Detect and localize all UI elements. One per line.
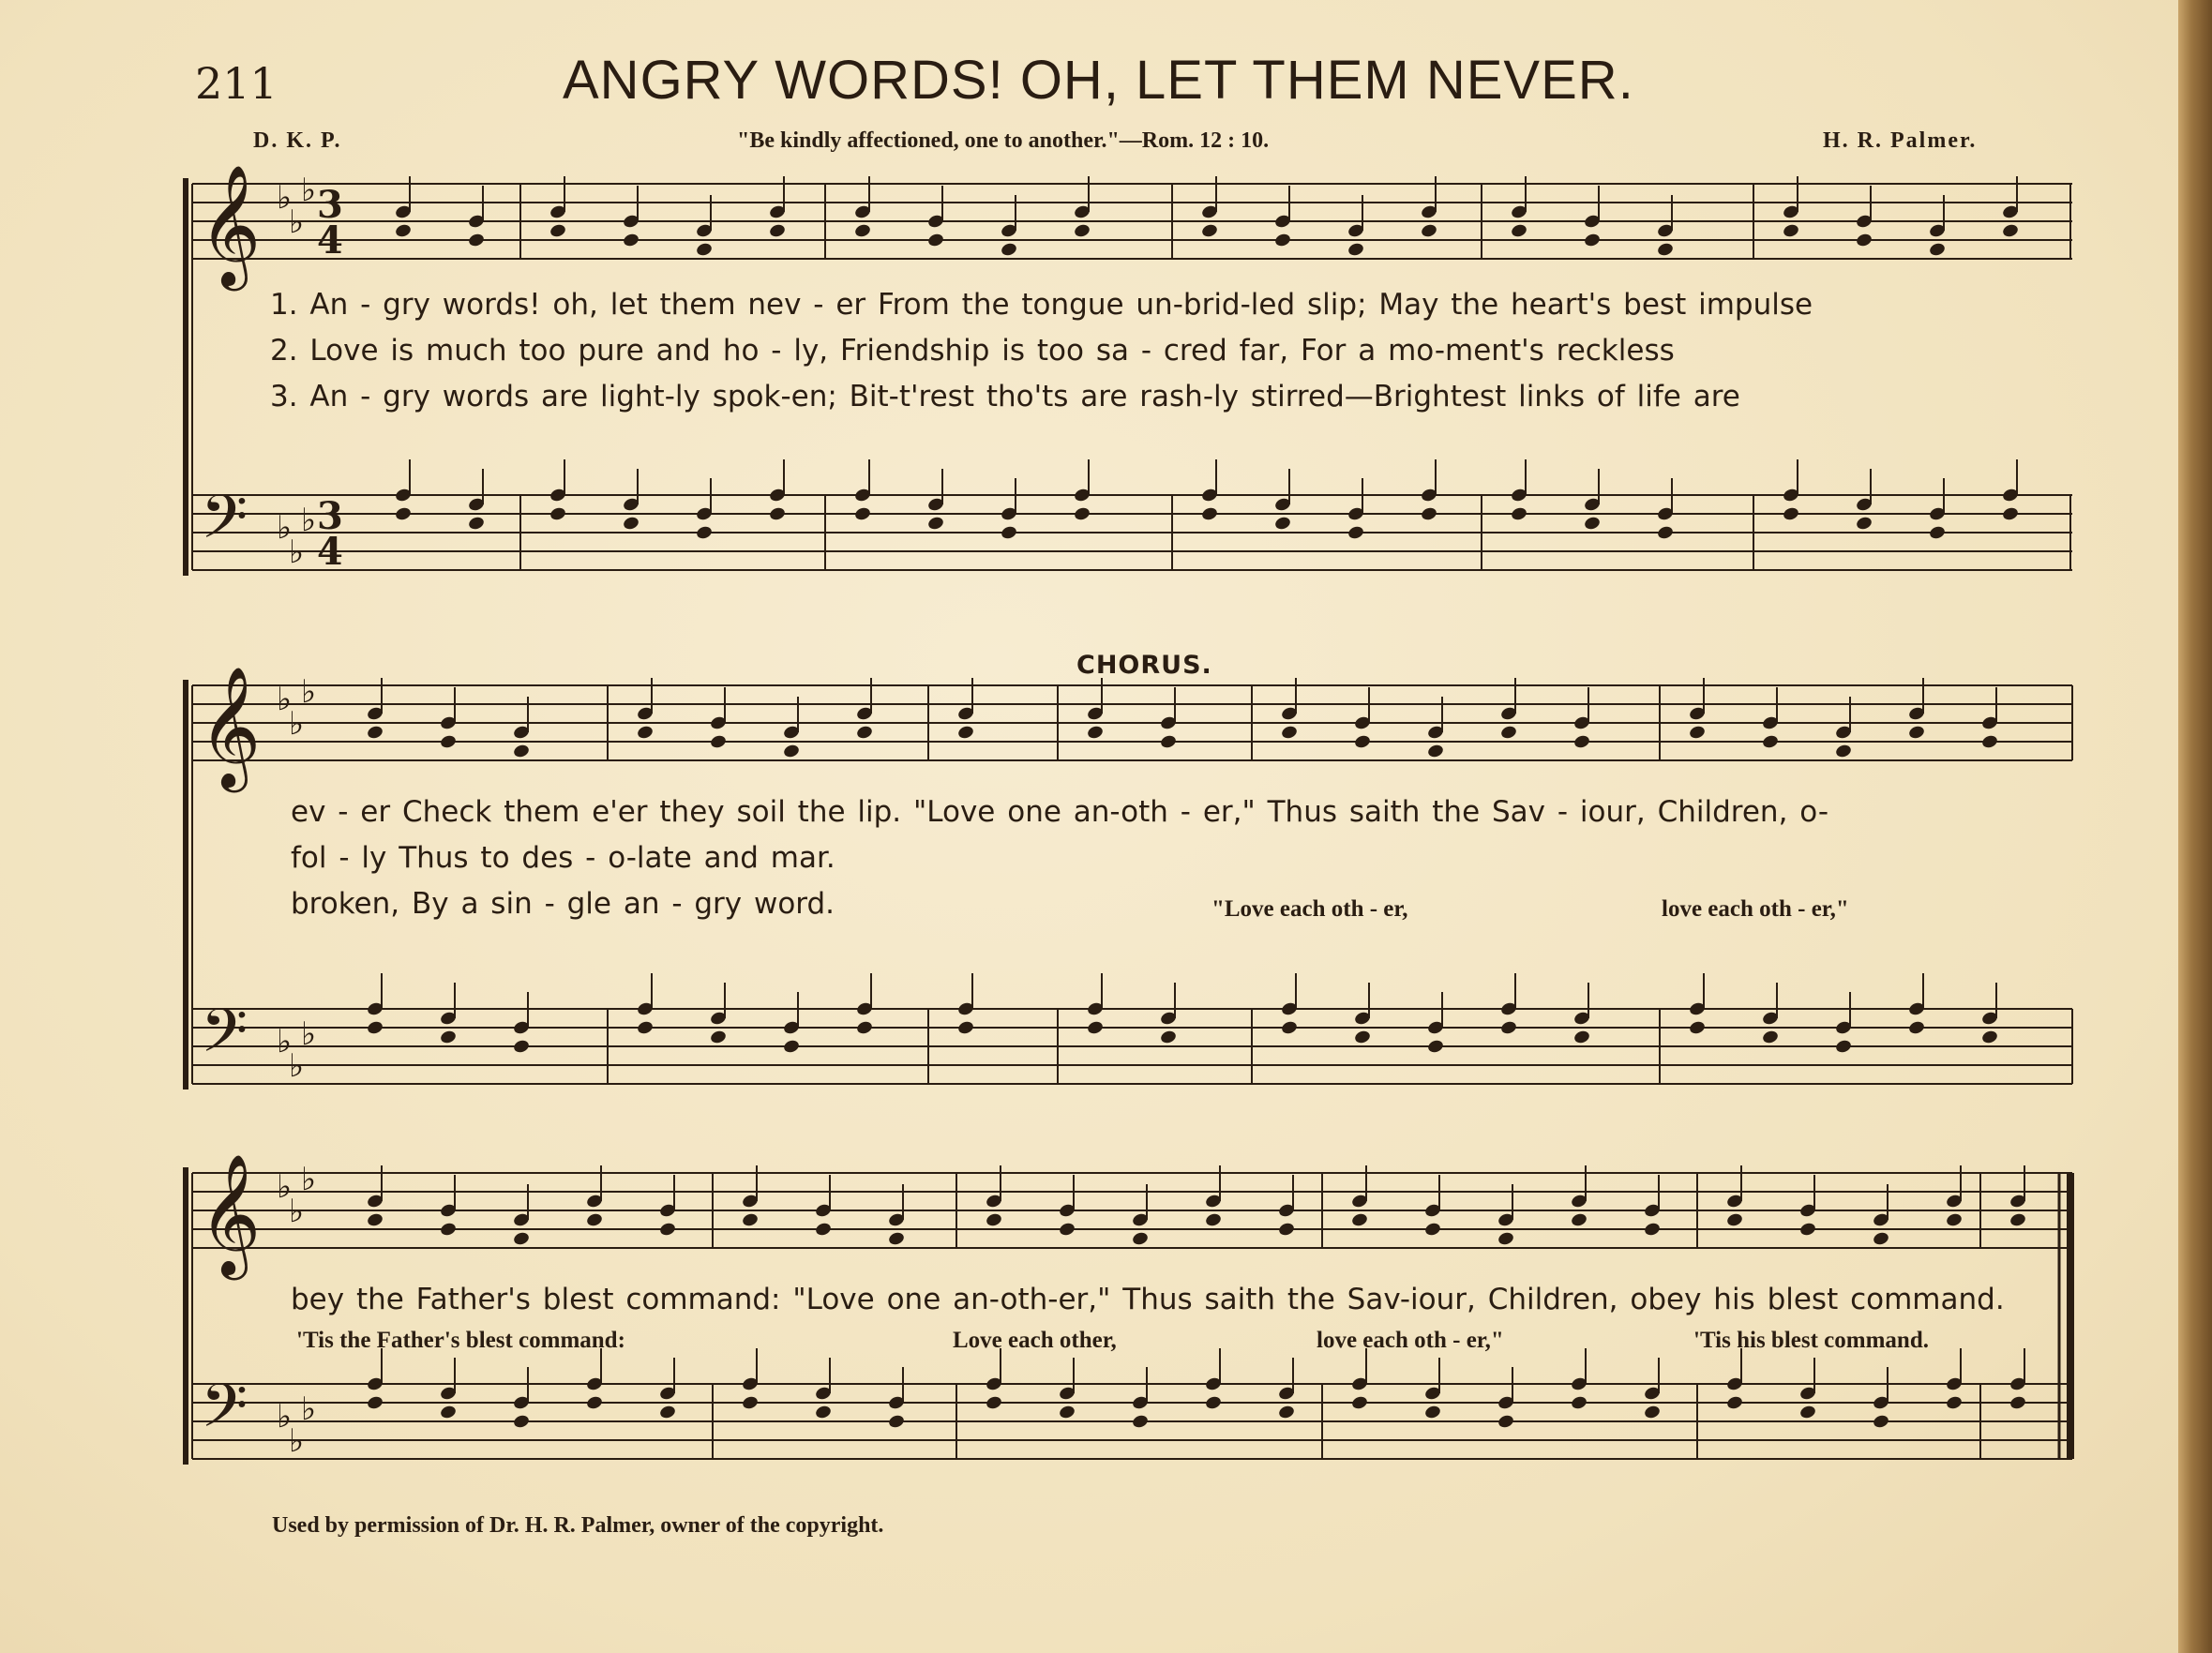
system1-treble-clef: 𝄞 (199, 164, 262, 286)
system1-bass-notehead (1420, 506, 1437, 522)
system1-treble-notehead (1656, 242, 1674, 258)
system3-key-signature: ♭ (289, 1422, 305, 1460)
copyright-notice: Used by permission of Dr. H. R. Palmer, owner of the copyright. (272, 1513, 884, 1538)
system3-bass-notehead (1872, 1414, 1889, 1430)
system1-verse1-lyric: 1. An - gry words! oh, let them nev - er From the tongue un-brid-led slip; May the heart's best impulse (270, 288, 1813, 322)
system2-treble-notehead (1688, 725, 1706, 741)
system2-bass-notehead (1572, 1029, 1590, 1045)
system2-verse2-lyric: fol - ly Thus to des - o-late and mar. (291, 841, 835, 875)
lyricist: D. K. P. (253, 128, 342, 153)
system1-treble-notehead (1073, 223, 1091, 239)
system1-treble-notehead (467, 233, 485, 248)
tenor-cue-4: Love each other, (953, 1328, 1117, 1353)
tenor-cue-5: love each oth - er," (1317, 1328, 1504, 1353)
system1-treble-notehead (1510, 223, 1527, 239)
system3-bass-notehead (1497, 1414, 1514, 1430)
system2-treble-notehead (366, 725, 384, 741)
system1-bass-notehead (1583, 516, 1601, 532)
system3-bass-notehead (1945, 1395, 1963, 1411)
system1-bass-notehead (1000, 525, 1017, 541)
system2-treble-notehead (1572, 734, 1590, 750)
system1-bass-notehead (1510, 506, 1527, 522)
system2-bass-notehead (366, 1020, 384, 1036)
system1-bass-notehead (1855, 516, 1873, 532)
system3-bass-notehead (1277, 1405, 1295, 1420)
system3-key-signature: ♭ (277, 1398, 293, 1435)
system2-bass-notehead (709, 1029, 727, 1045)
hymn-title: ANGRY WORDS! OH, LET THEM NEVER. (563, 50, 1634, 111)
system3-treble-notehead (1058, 1222, 1076, 1238)
system2-verse1-lyric: ev - er Check them e'er they soil the lip. "Love one an-oth - er," Thus saith the Sav - iour, Children, o- (291, 795, 1829, 829)
tenor-cue-1: "Love each oth - er, (1211, 896, 1408, 922)
system1-bass-notehead (1928, 525, 1946, 541)
system2-treble-notehead (1086, 725, 1104, 741)
system1-treble-notehead (1000, 242, 1017, 258)
system3-treble-notehead (1277, 1222, 1295, 1238)
system3-treble-notehead (1643, 1222, 1661, 1238)
system3-treble-notehead (1350, 1212, 1368, 1228)
system3-treble-clef: 𝄞 (199, 1153, 262, 1275)
system3-bass-notehead (658, 1405, 676, 1420)
system2-key-signature: ♭ (301, 1015, 317, 1053)
system3-key-signature: ♭ (277, 1168, 293, 1206)
system3-key-signature: ♭ (289, 1193, 305, 1230)
system2-treble-notehead (709, 734, 727, 750)
system3-treble-notehead (512, 1231, 530, 1247)
system2-bass-notehead (1426, 1039, 1444, 1055)
system2-bass-notehead (782, 1039, 800, 1055)
system1-time-signature: 3 (317, 494, 343, 538)
system1-key-signature: ♭ (289, 533, 305, 571)
system1-treble-notehead (394, 223, 412, 239)
system3-bass-notehead (1423, 1405, 1441, 1420)
system3-bass-notehead (887, 1414, 905, 1430)
system3-bass-notehead (985, 1395, 1002, 1411)
page-number: 211 (195, 58, 278, 109)
system3-bass-notehead (1350, 1395, 1368, 1411)
system2-bass-notehead (956, 1020, 974, 1036)
system2-treble-notehead (1907, 725, 1925, 741)
system1-treble-notehead (1420, 223, 1437, 239)
system2-bass-notehead (1761, 1029, 1779, 1045)
system1-bass-notehead (1273, 516, 1291, 532)
system1-key-signature: ♭ (277, 509, 293, 547)
system1-treble-notehead (1928, 242, 1946, 258)
system3-treble-notehead (741, 1212, 759, 1228)
system3-bass-notehead (1058, 1405, 1076, 1420)
system2-bass-clef: 𝄢 (201, 997, 248, 1081)
system1-treble-notehead (1200, 223, 1218, 239)
system1-bass-notehead (394, 506, 412, 522)
system2-key-signature: ♭ (289, 705, 305, 743)
system2-treble-notehead (1280, 725, 1298, 741)
system3-treble-notehead (1798, 1222, 1816, 1238)
system1-treble-notehead (1782, 223, 1799, 239)
system1-bass-notehead (853, 506, 871, 522)
system3-lyric: bey the Father's blest command: "Love one an-oth-er," Thus saith the Sav-iour, Children, obey his blest command. (291, 1283, 2005, 1316)
system3-treble-notehead (814, 1222, 832, 1238)
system1-bass-notehead (1656, 525, 1674, 541)
system1-treble-notehead (695, 242, 713, 258)
system3-treble-notehead (1945, 1212, 1963, 1228)
system2-treble-notehead (1761, 734, 1779, 750)
system3-treble-notehead (1570, 1212, 1588, 1228)
system3-bass-notehead (1570, 1395, 1588, 1411)
system2-treble-notehead (956, 725, 974, 741)
system1-time-signature: 4 (317, 530, 343, 574)
system2-bass-notehead (1688, 1020, 1706, 1036)
system2-treble-notehead (1834, 744, 1852, 759)
system1-bass-notehead (2001, 506, 2019, 522)
system2-treble-notehead (1980, 734, 1998, 750)
system1-treble-notehead (549, 223, 566, 239)
system1-bass-notehead (1073, 506, 1091, 522)
tenor-cue-3: 'Tis the Father's blest command: (296, 1328, 625, 1353)
system1-treble-notehead (1347, 242, 1364, 258)
system3-bass-notehead (2009, 1395, 2026, 1411)
system2-bass-notehead (1086, 1020, 1104, 1036)
system2-treble-notehead (512, 744, 530, 759)
system3-treble-notehead (1131, 1231, 1149, 1247)
system2-treble-notehead (1353, 734, 1371, 750)
system1-key-signature: ♭ (289, 203, 305, 241)
system2-treble-notehead (1499, 725, 1517, 741)
system2-bass-notehead (1353, 1029, 1371, 1045)
system3-treble-notehead (1725, 1212, 1743, 1228)
system1-bass-notehead (549, 506, 566, 522)
system3-treble-notehead (1872, 1231, 1889, 1247)
system1-treble-notehead (1855, 233, 1873, 248)
system2-verse3-lyric: broken, By a sin - gle an - gry word. (291, 887, 835, 921)
system2-treble-notehead (439, 734, 457, 750)
system2-treble-notehead (855, 725, 873, 741)
system1-treble-notehead (1583, 233, 1601, 248)
system1-key-signature: ♭ (301, 172, 317, 209)
system2-bass-notehead (1499, 1020, 1517, 1036)
system1-treble-notehead (2001, 223, 2019, 239)
system2-key-signature: ♭ (301, 673, 317, 711)
system3-treble-notehead (1497, 1231, 1514, 1247)
system2-key-signature: ♭ (277, 1023, 293, 1060)
scripture-epigraph: "Be kindly affectioned, one to another."—Rom. 12 : 10. (737, 128, 1270, 153)
tenor-cue-2: love each oth - er," (1662, 896, 1849, 922)
system1-bass-notehead (695, 525, 713, 541)
system3-key-signature: ♭ (301, 1390, 317, 1428)
chorus-label: CHORUS. (1076, 651, 1212, 680)
system3-treble-notehead (658, 1222, 676, 1238)
system3-bass-notehead (1725, 1395, 1743, 1411)
system2-bass-notehead (636, 1020, 654, 1036)
system3-bass-notehead (585, 1395, 603, 1411)
system1-bass-notehead (467, 516, 485, 532)
system3-treble-notehead (1423, 1222, 1441, 1238)
system3-bass-notehead (814, 1405, 832, 1420)
system2-treble-notehead (1426, 744, 1444, 759)
system1-time-signature: 4 (317, 218, 343, 263)
system1-treble-notehead (622, 233, 640, 248)
tenor-cue-6: 'Tis his blest command. (1693, 1328, 1929, 1353)
system2-bass-notehead (1907, 1020, 1925, 1036)
system2-treble-notehead (1159, 734, 1177, 750)
system3-bass-notehead (1204, 1395, 1222, 1411)
system3-key-signature: ♭ (301, 1161, 317, 1198)
system1-bass-notehead (768, 506, 786, 522)
system3-bass-notehead (1131, 1414, 1149, 1430)
system2-bass-notehead (855, 1020, 873, 1036)
system2-bass-notehead (1980, 1029, 1998, 1045)
system3-treble-notehead (585, 1212, 603, 1228)
composer: H. R. Palmer. (1823, 128, 1978, 153)
system3-bass-notehead (1798, 1405, 1816, 1420)
system1-bass-notehead (1782, 506, 1799, 522)
system3-treble-notehead (887, 1231, 905, 1247)
system2-bass-notehead (1159, 1029, 1177, 1045)
system1-time-signature: 3 (317, 183, 343, 227)
system2-bass-notehead (1280, 1020, 1298, 1036)
system3-bass-notehead (439, 1405, 457, 1420)
system3-treble-notehead (366, 1212, 384, 1228)
system1-bass-clef: 𝄢 (201, 483, 248, 567)
system3-bass-notehead (512, 1414, 530, 1430)
system2-treble-clef: 𝄞 (199, 666, 262, 788)
system3-bass-clef: 𝄢 (201, 1372, 248, 1456)
system3-treble-notehead (1204, 1212, 1222, 1228)
system1-treble-notehead (853, 223, 871, 239)
system1-key-signature: ♭ (277, 179, 293, 217)
system2-treble-notehead (636, 725, 654, 741)
system1-treble-notehead (1273, 233, 1291, 248)
system3-treble-notehead (985, 1212, 1002, 1228)
system3-bass-notehead (741, 1395, 759, 1411)
system3-bass-notehead (366, 1395, 384, 1411)
system2-key-signature: ♭ (277, 681, 293, 718)
system1-bass-notehead (1200, 506, 1218, 522)
system3-treble-notehead (439, 1222, 457, 1238)
system1-treble-notehead (768, 223, 786, 239)
system3-treble-notehead (2009, 1212, 2026, 1228)
system2-treble-notehead (782, 744, 800, 759)
system1-bass-notehead (622, 516, 640, 532)
system1-treble-notehead (926, 233, 944, 248)
system1-verse3-lyric: 3. An - gry words are light-ly spok-en; Bit-t'rest tho'ts are rash-ly stirred—Brightest links of life are (270, 380, 1740, 413)
system2-bass-notehead (439, 1029, 457, 1045)
system3-bass-notehead (1643, 1405, 1661, 1420)
system2-key-signature: ♭ (289, 1047, 305, 1085)
system1-key-signature: ♭ (301, 502, 317, 539)
system2-bass-notehead (1834, 1039, 1852, 1055)
system1-bass-notehead (926, 516, 944, 532)
system2-bass-notehead (512, 1039, 530, 1055)
system1-bass-notehead (1347, 525, 1364, 541)
system1-verse2-lyric: 2. Love is much too pure and ho - ly, Friendship is too sa - cred far, For a mo-ment's reckless (270, 334, 1675, 368)
